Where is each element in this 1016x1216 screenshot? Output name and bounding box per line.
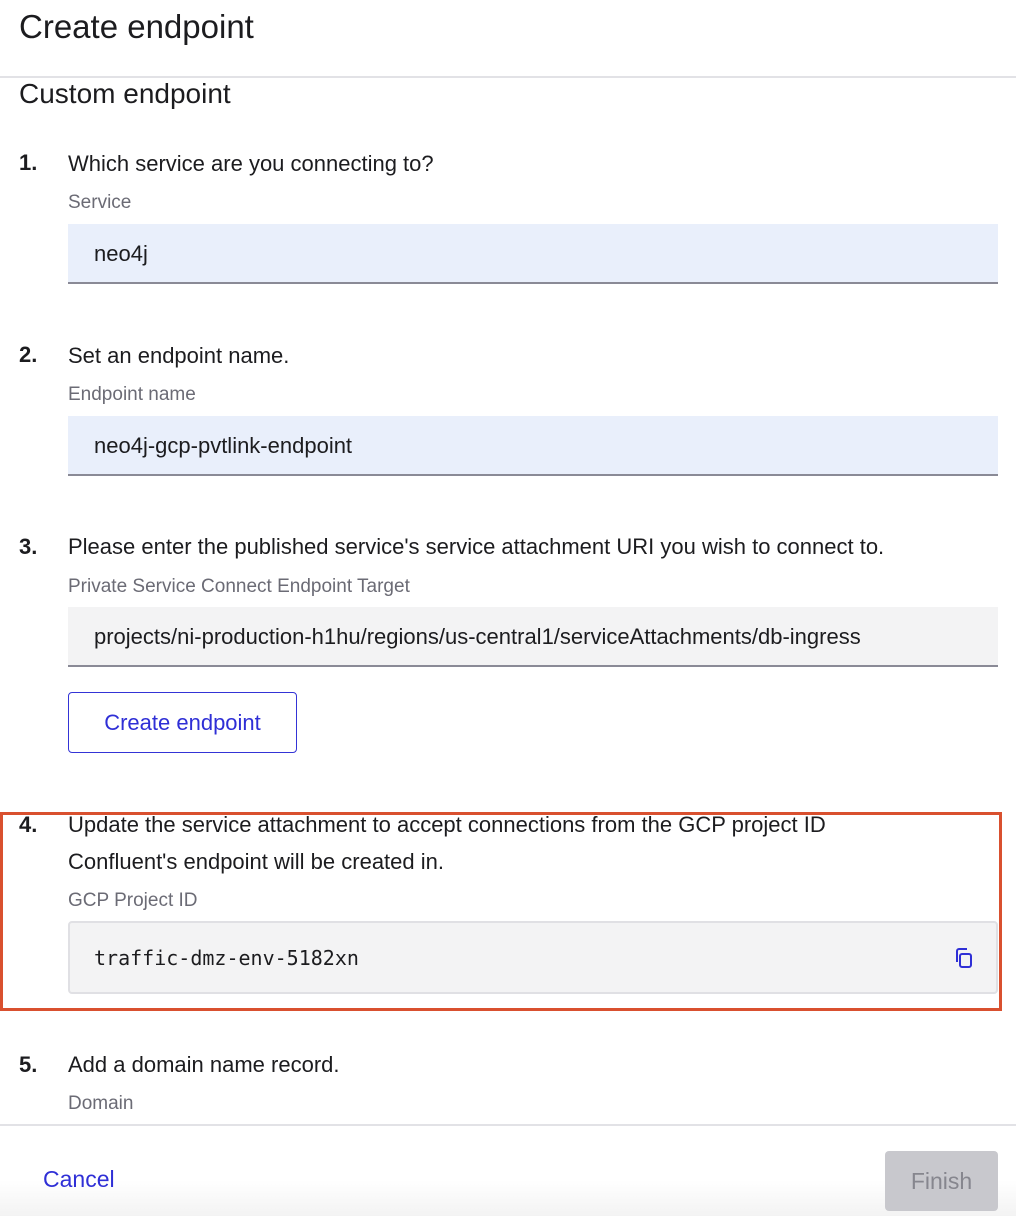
highlight-box: [0, 812, 1002, 1011]
step-number: 2.: [19, 342, 38, 367]
step-question: Set an endpoint name.: [68, 343, 290, 368]
step-question: Please enter the published service's service attachment URI you wish to connect to.: [68, 534, 885, 559]
dialog-title: Create endpoint: [19, 8, 254, 45]
footer-divider: [0, 1124, 1016, 1126]
step-number: 4.: [19, 812, 38, 837]
step-number: 3.: [19, 534, 38, 559]
domain-label: Domain: [68, 1093, 134, 1114]
service-label: Service: [68, 192, 132, 213]
endpoint-name-input[interactable]: neo4j-gcp-pvtlink-endpoint: [68, 416, 998, 476]
step-question: Which service are you connecting to?: [68, 151, 434, 176]
step-question-line2: Confluent's endpoint will be created in.: [68, 849, 444, 874]
gcp-project-id-label: GCP Project ID: [68, 890, 198, 911]
cancel-button[interactable]: Cancel: [43, 1166, 115, 1192]
section-title: Custom endpoint: [19, 78, 231, 109]
dialog-footer: [0, 1126, 1016, 1216]
endpoint-target-label: Private Service Connect Endpoint Target: [68, 576, 410, 597]
endpoint-name-label: Endpoint name: [68, 384, 196, 405]
create-endpoint-button[interactable]: Create endpoint: [68, 692, 297, 753]
step-number: 5.: [19, 1052, 38, 1077]
step-question-line1: Update the service attachment to accept connections from the GCP project ID: [68, 812, 826, 837]
gcp-project-id-value: traffic-dmz-env-5182xn: [94, 946, 359, 970]
step-question: Add a domain name record.: [68, 1052, 340, 1077]
service-input[interactable]: neo4j: [68, 224, 998, 284]
finish-button[interactable]: Finish: [885, 1151, 998, 1211]
endpoint-target-input[interactable]: projects/ni-production-h1hu/regions/us-central1/serviceAttachments/db-ingress: [68, 607, 998, 667]
step-number: 1.: [19, 150, 38, 175]
